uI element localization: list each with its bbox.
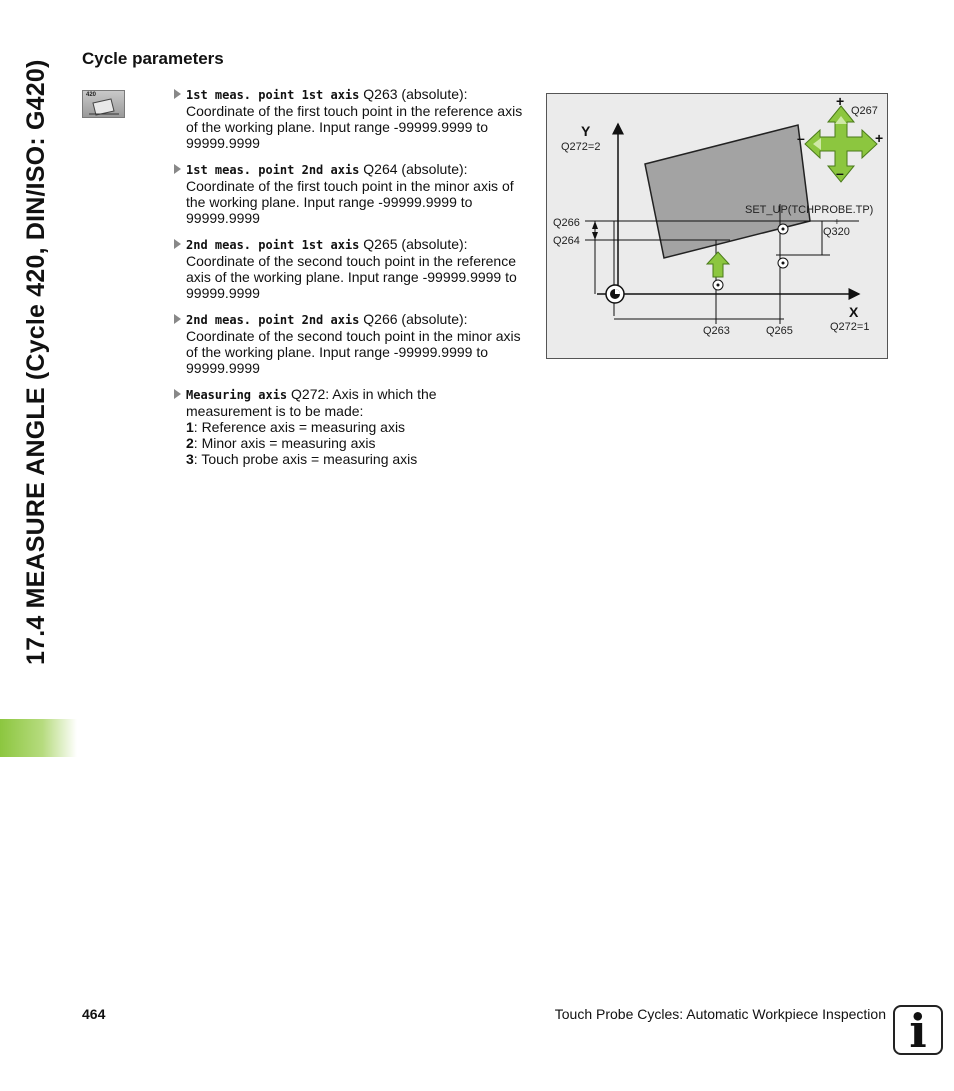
param-desc: Coordinate of the first touch point in the reference axis of the working plane. Input range -99999.9999 to 99999.9999	[186, 103, 523, 151]
param-q265	[172, 236, 527, 301]
q263-label: Q263	[703, 325, 730, 337]
minus-bottom-label: –	[836, 165, 844, 181]
bullet-arrow-icon	[174, 239, 181, 249]
plus-top-label: +	[836, 94, 845, 109]
q265-label: Q265	[766, 325, 793, 337]
q267-label: Q267	[851, 105, 878, 117]
cycle-420-softkey-icon	[82, 90, 125, 118]
param-desc: Coordinate of the first touch point in the minor axis of the working plane. Input range -99999.9999 to 99999.9999	[186, 178, 514, 226]
x-axis-label: X	[849, 304, 859, 320]
param-q263	[172, 86, 527, 151]
param-q: Q272: Axis in which the	[287, 386, 437, 402]
section-title: Cycle parameters	[82, 49, 224, 68]
bullet-arrow-icon	[174, 164, 181, 174]
setup-plus-label: +	[834, 217, 840, 228]
probing-direction-arrow	[707, 252, 729, 277]
footer-chapter-title: Touch Probe Cycles: Automatic Workpiece Inspection	[554, 1006, 886, 1022]
param-q264	[172, 161, 527, 226]
param-desc: measurement is to be made:	[186, 403, 364, 419]
setup-label: SET_UP(TCHPROBE.TP)	[745, 204, 874, 216]
param-q272	[172, 386, 527, 467]
parameter-list	[172, 86, 527, 477]
param-q266	[172, 311, 527, 376]
axis-option: 3: Touch probe axis = measuring axis	[186, 451, 418, 467]
bullet-arrow-icon	[174, 314, 181, 324]
info-icon: i	[893, 1005, 943, 1055]
bullet-arrow-icon	[174, 89, 181, 99]
workpiece-rectangle	[645, 125, 810, 258]
axis-option: 2: Minor axis = measuring axis	[186, 435, 376, 451]
softkey-label: 420	[86, 92, 97, 98]
param-q: Q266 (absolute):	[359, 311, 468, 327]
q320-label: Q320	[823, 226, 850, 238]
q264-label: Q264	[553, 235, 580, 247]
q272-1-label: Q272=1	[830, 321, 870, 333]
param-desc: Coordinate of the second touch point in the reference axis of the working plane. Input range -99999.9999 to 99999.9999	[186, 253, 517, 301]
param-name: 1st meas. point 2nd axis	[186, 163, 360, 177]
chapter-tab-marker	[0, 719, 77, 757]
param-name: 2nd meas. point 2nd axis	[186, 313, 360, 327]
param-q: Q263 (absolute):	[359, 86, 468, 102]
minus-left-label: –	[797, 130, 805, 146]
measure-angle-diagram	[546, 93, 888, 359]
param-name: 1st meas. point 1st axis	[186, 88, 360, 102]
plus-right-label: +	[875, 130, 884, 146]
y-axis-label: Y	[581, 123, 591, 139]
axis-option: 1: Reference axis = measuring axis	[186, 419, 406, 435]
chapter-side-title: 17.4 MEASURE ANGLE (Cycle 420, DIN/ISO: G420)	[22, 59, 50, 665]
page-number: 464	[82, 1006, 106, 1022]
param-q: Q264 (absolute):	[359, 161, 468, 177]
q272-2-label: Q272=2	[561, 141, 601, 153]
param-name: Measuring axis	[186, 388, 288, 402]
q266-label: Q266	[553, 217, 580, 229]
param-q: Q265 (absolute):	[359, 236, 468, 252]
param-name: 2nd meas. point 1st axis	[186, 238, 360, 252]
param-desc: Coordinate of the second touch point in the minor axis of the working plane. Input range -99999.9999 to 99999.9999	[186, 328, 521, 376]
bullet-arrow-icon	[174, 389, 181, 399]
